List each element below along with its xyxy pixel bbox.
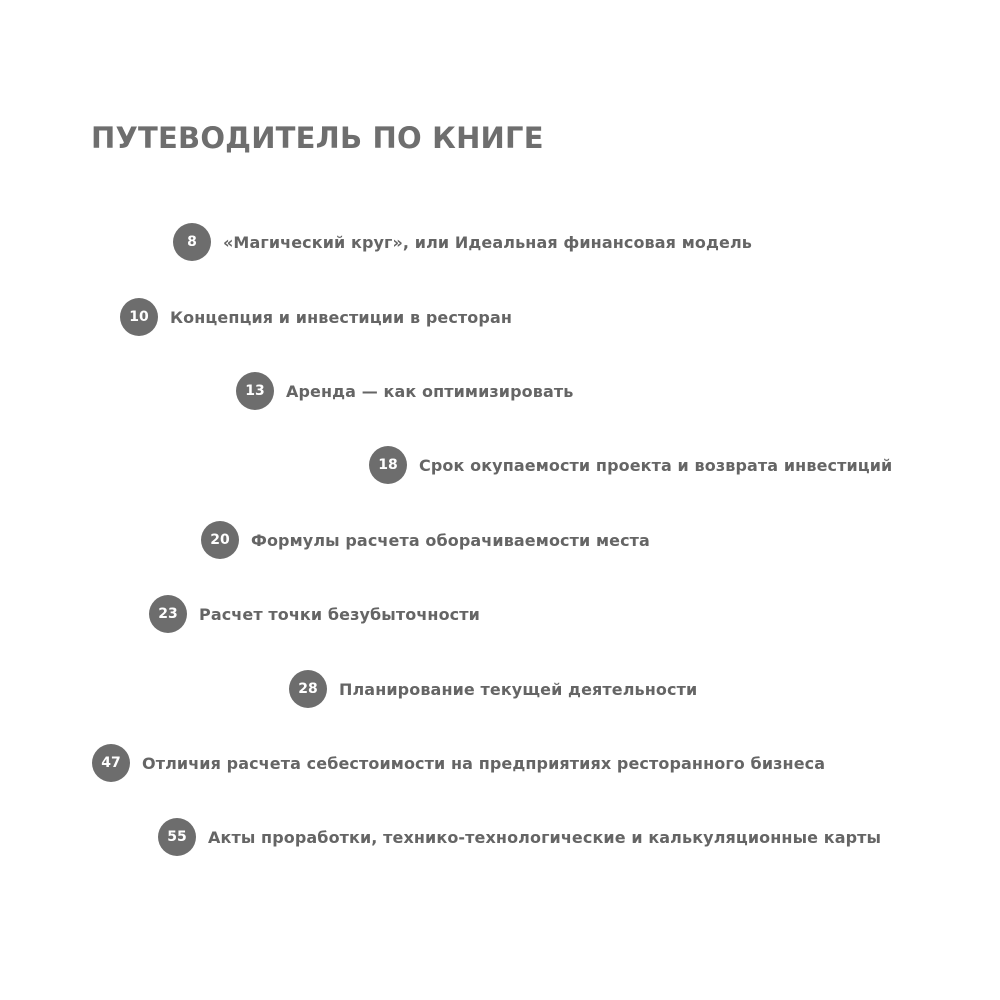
toc-entry[interactable] [158,818,881,856]
page-number-badge: 20 [201,521,239,559]
page-number-badge: 47 [92,744,130,782]
toc-entry-title: Расчет точки безубыточности [199,604,480,624]
toc-entry-title: Концепция и инвестиции в ресторан [170,307,513,327]
toc-entry[interactable] [92,744,825,782]
toc-entry-title: Формулы расчета оборачиваемости места [251,530,650,550]
page-number-badge: 23 [149,595,187,633]
page-title: ПУТЕВОДИТЕЛЬ ПО КНИГЕ [91,121,544,155]
page-number-badge: 10 [120,298,158,336]
toc-entry[interactable] [149,595,480,633]
page-number-badge: 18 [369,446,407,484]
page-number-badge: 28 [289,670,327,708]
toc-entry-title: Отличия расчета себестоимости на предприятиях ресторанного бизнеса [142,753,826,773]
toc-entry[interactable] [236,372,573,410]
page-number-badge: 55 [158,818,196,856]
toc-entry-title: Аренда — как оптимизировать [286,381,574,401]
toc-entry-title: Планирование текущей деятельности [339,679,698,699]
toc-entry[interactable] [289,670,697,708]
toc-entry-title: «Магический круг», или Идеальная финансовая модель [223,232,752,252]
toc-entry[interactable] [173,223,752,261]
toc-entry[interactable] [120,298,512,336]
toc-entry[interactable] [369,446,892,484]
page-number-badge: 8 [173,223,211,261]
page-number-badge: 13 [236,372,274,410]
toc-entry[interactable] [201,521,650,559]
toc-entry-title: Срок окупаемости проекта и возврата инвестиций [419,455,893,475]
toc-entry-title: Акты проработки, технико-технологические и калькуляционные карты [208,827,882,847]
